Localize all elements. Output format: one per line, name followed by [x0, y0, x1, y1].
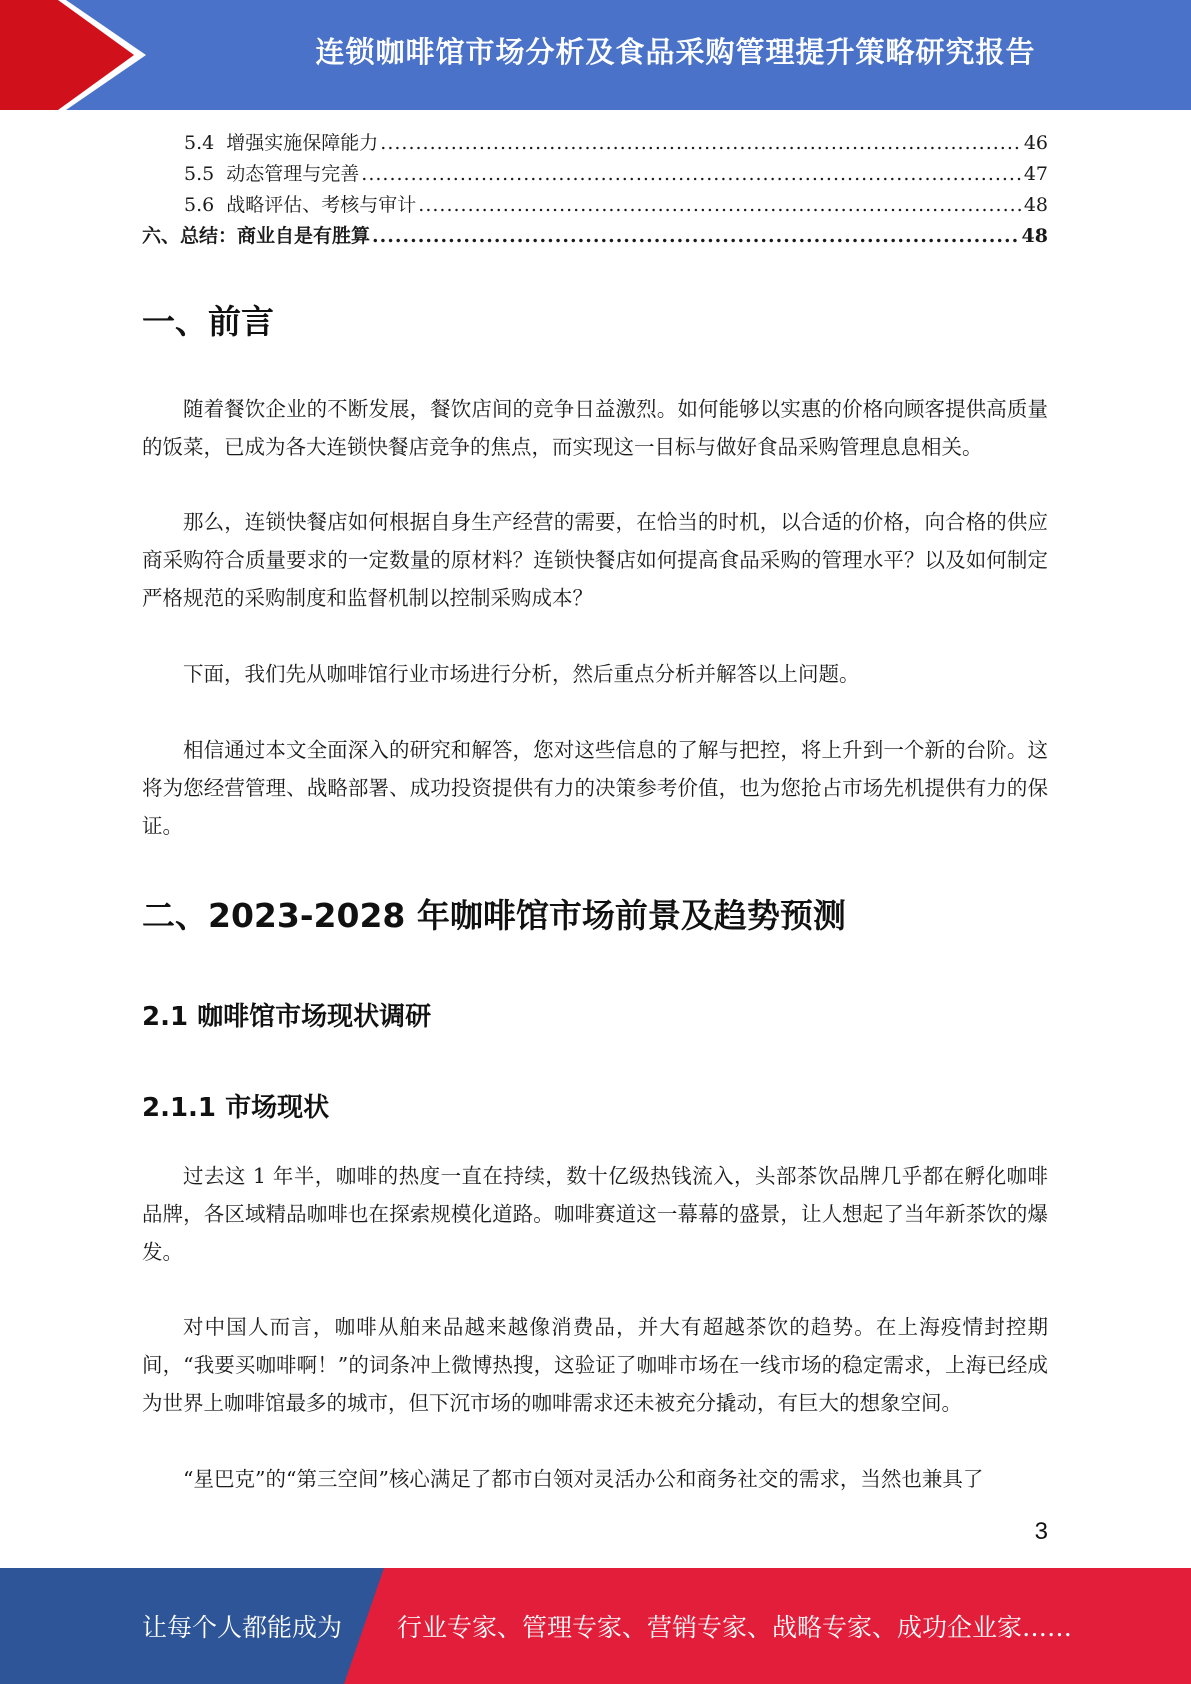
- report-title: 连锁咖啡馆市场分析及食品采购管理提升策略研究报告: [315, 34, 1036, 69]
- toc-entry-label: 5.5 动态管理与完善: [184, 163, 360, 185]
- toc-entry[interactable]: [142, 128, 1048, 159]
- table-of-contents: [142, 128, 1048, 252]
- paragraph: 相信通过本文全面深入的研究和解答，您对这些信息的了解与把控，将上升到一个新的台阶。这将为您经营管理、战略部署、成功投资提供有力的决策参考价值，也为您抢占市场先机提供有力的保证。: [142, 738, 1048, 838]
- toc-entry[interactable]: [142, 159, 1048, 190]
- subsection-heading: 2.1.1 市场现状: [142, 1093, 330, 1123]
- preface-heading: 一、前言: [142, 302, 274, 341]
- paragraph: 那么，连锁快餐店如何根据自身生产经营的需要，在恰当的时机，以合适的价格，向合格的供应商采购符合质量要求的一定数量的原材料？连锁快餐店如何提高食品采购的管理水平？以及如何制定严格规范的采购制度和监督机制以控制采购成本？: [142, 510, 1048, 610]
- paragraph: “星巴克”的“第三空间”核心满足了都市白领对灵活办公和商务社交的需求，当然也兼具了: [183, 1467, 984, 1491]
- toc-leader-dots: [361, 163, 1022, 185]
- paragraph: 随着餐饮企业的不断发展，餐饮店间的竞争日益激烈。如何能够以实惠的价格向顾客提供高质量的饭菜，已成为各大连锁快餐店竞争的焦点，而实现这一目标与做好食品采购管理息息相关。: [142, 397, 1048, 459]
- toc-entry-page: 48: [1023, 194, 1048, 216]
- toc-entry-label: 5.4 增强实施保障能力: [184, 132, 379, 154]
- toc-entry-label: 六、总结：商业自是有胜算: [142, 225, 371, 247]
- toc-leader-dots: [380, 132, 1022, 154]
- paragraph: 对中国人而言，咖啡从舶来品越来越像消费品，并大有超越茶饮的趋势。在上海疫情封控期间，“我要买咖啡啊！”的词条冲上微博热搜，这验证了咖啡市场在一线市场的稳定需求，上海已经成为世界上咖啡馆最多的城市，但下沉市场的咖啡需求还未被充分撬动，有巨大的想象空间。: [142, 1315, 1048, 1415]
- footer-slogan-left: 让每个人都能成为: [142, 1613, 343, 1642]
- page-footer: [0, 1568, 1191, 1684]
- toc-entry-label: 5.6 战略评估、考核与审计: [184, 194, 417, 216]
- chapter-heading: 二、2023-2028 年咖啡馆市场前景及趋势预测: [142, 896, 846, 935]
- toc-entry-page: 47: [1023, 163, 1048, 185]
- toc-entry[interactable]: [142, 190, 1048, 221]
- toc-entry-page: 48: [1021, 225, 1048, 247]
- toc-entry[interactable]: [142, 221, 1048, 252]
- header-arrow-decoration: [0, 0, 150, 110]
- page-header: [0, 0, 1191, 110]
- page-number: 3: [1034, 1518, 1048, 1545]
- paragraph: 下面，我们先从咖啡馆行业市场进行分析，然后重点分析并解答以上问题。: [183, 662, 860, 686]
- toc-leader-dots: [418, 194, 1022, 216]
- paragraph: 过去这 1 年半，咖啡的热度一直在持续，数十亿级热钱流入，头部茶饮品牌几乎都在孵化咖啡品牌，各区域精品咖啡也在探索规模化道路。咖啡赛道这一幕幕的盛景，让人想起了当年新茶饮的爆发。: [142, 1164, 1048, 1264]
- footer-slogan-right: 行业专家、管理专家、营销专家、战略专家、成功企业家……: [397, 1613, 1073, 1642]
- section-heading: 2.1 咖啡馆市场现状调研: [142, 1002, 432, 1032]
- toc-entry-page: 46: [1023, 132, 1048, 154]
- toc-leader-dots: [372, 225, 1020, 247]
